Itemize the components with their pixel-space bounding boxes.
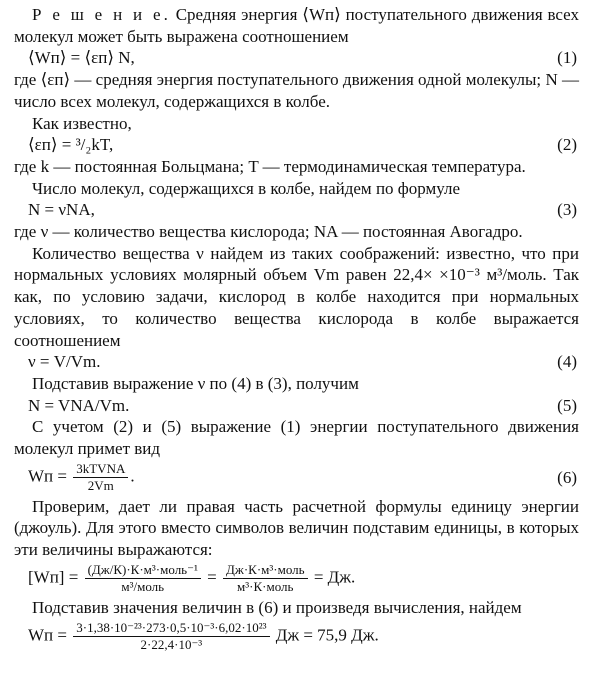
paragraph-molar-volume: Количество вещества ν найдем из таких соображений: известно, что при нормальных условиях молярный объем Vm равен 22,4× ×10⁻³ м³/моль. Так как, по условию задачи, кислород в колбе находится при нормальных условиях, то количество вещества кислорода в колбе выражается соотношением [14, 243, 579, 350]
equation-4-number: (4) [557, 352, 577, 372]
equation-6-fraction [73, 462, 128, 493]
calculation-numerator: 3·1,38·10⁻²³·273·0,5·10⁻³·6,02·10²³ [73, 621, 269, 637]
equation-4-body: ν = V/Vm. [28, 352, 101, 372]
units-fraction-2-numerator: Дж·К·м³·моль [223, 563, 308, 579]
calculation-body [28, 621, 379, 652]
paragraph-substitute: Подставив выражение ν по (4) в (3), получим [32, 373, 359, 393]
equation-2-number: (2) [557, 135, 577, 155]
paragraph-as-known: Как известно, [32, 113, 132, 133]
units-lhs: [Wп] = [28, 567, 79, 587]
equation-6 [14, 460, 579, 496]
solution-label: Р е ш е н и е. [32, 5, 171, 24]
equation-6-denominator: 2Vm [87, 478, 114, 494]
equation-2-body: ⟨εп⟩ = ³/₂kT, [28, 135, 114, 155]
units-rhs: = Дж. [313, 567, 356, 587]
units-fraction-1-numerator: (Дж/К)·К·м³·моль⁻¹ [85, 563, 201, 579]
equation-6-numerator: 3kTVNA [73, 462, 128, 478]
paragraph-boltzmann: где k — постоянная Больцмана; T — термодинамическая температура. [14, 156, 526, 176]
calculation-result: Дж = 75,9 Дж. [275, 625, 379, 645]
equation-5 [14, 395, 579, 417]
calculation-equation [14, 619, 579, 655]
equation-2 [14, 134, 579, 156]
equation-3 [14, 199, 579, 221]
equation-5-number: (5) [557, 395, 577, 415]
paragraph-eps-definition: где ⟨εп⟩ — средняя энергия поступательного движения одной молекулы; N — число всех молекул, содержащихся в колбе. [14, 70, 579, 111]
intro-text: Средняя энергия ⟨Wп⟩ поступательного движения всех молекул может быть выражена соотношением [14, 5, 579, 46]
paragraph-combined: С учетом (2) и (5) выражение (1) энергии поступательного движения молекул примет вид [14, 417, 579, 459]
paragraph-molecule-count: Число молекул, содержащихся в колбе, найдем по формуле [32, 178, 461, 198]
equation-6-lhs: Wп = [28, 466, 67, 486]
units-fraction-2-denominator: м³·К·моль [237, 579, 294, 595]
paragraph-compute: Подставив значения величин в (6) и произведя вычисления, найдем [32, 597, 522, 617]
calculation-lhs: Wп = [28, 625, 67, 645]
calculation-denominator: 2·22,4·10⁻³ [140, 637, 203, 653]
equation-1-number: (1) [557, 48, 577, 68]
units-fraction-2 [223, 563, 308, 594]
equation-6-number: (6) [557, 467, 577, 487]
units-fraction-1-denominator: м³/моль [121, 579, 165, 595]
equation-3-number: (3) [557, 200, 577, 220]
calculation-fraction [73, 621, 269, 652]
equation-6-body: Wп = $\frac{\text{3kTVNA}}{2Vm}$ . [28, 461, 135, 494]
equation-4 [14, 351, 579, 373]
paragraph-avogadro: где ν — количество вещества кислорода; NA — постоянная Авогадро. [14, 222, 523, 242]
solution-intro [14, 4, 579, 47]
units-equation-body: [Wп] = $\frac{\text{(Дж/К)·К·м³·моль⁻¹}}{\text{м³/моль}}$ = $\frac{\text{Дж·К·м³·моль}}{\text{м³·К·моль}}$ = Дж. [28, 562, 356, 595]
equation-5-body: N = VNA/Vm. [28, 395, 130, 415]
equation-3-body: N = νNA, [28, 200, 95, 220]
equation-1 [14, 47, 579, 69]
equation-1-body: ⟨Wп⟩ = ⟨εп⟩ N, [28, 48, 135, 68]
paragraph-unit-check: Проверим, дает ли правая часть расчетной формулы единицу энергии (джоуль). Для этого вместо символов величин подставим единицы, в которых эти величины выражаются: [14, 496, 579, 560]
units-fraction-1 [85, 563, 201, 594]
units-equation [14, 561, 579, 597]
